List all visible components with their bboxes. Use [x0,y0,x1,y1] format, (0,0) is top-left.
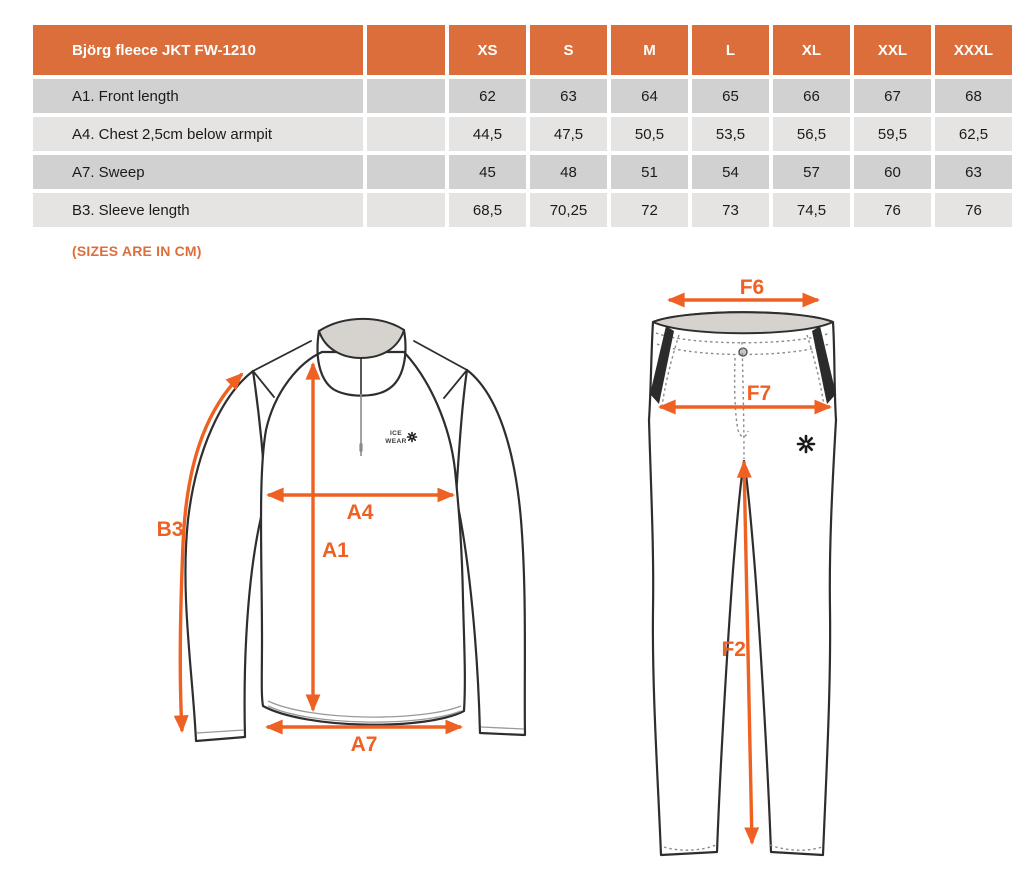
a7-label: A7 [350,733,378,756]
cell-value: 56,5 [773,117,850,151]
cell-value: 76 [854,193,931,227]
size-header-m: M [611,25,688,75]
logo-text-line1: ICE [389,430,403,437]
cell-value: 70,25 [530,193,607,227]
cell-value: 60 [854,155,931,189]
cell-value: 73 [692,193,769,227]
jacket-diagram [150,290,550,770]
size-header-l: L [692,25,769,75]
snowflake-icon [408,433,417,442]
cell-value: 51 [611,155,688,189]
jacket-body [261,352,465,725]
size-table [33,25,1012,231]
a4-label: A4 [346,501,374,524]
product-title: Björg fleece JKT FW-1210 [33,25,363,75]
sizes-unit-note: (SIZES ARE IN CM) [72,243,202,259]
cell-value: 62 [449,79,526,113]
pants-body [649,312,836,855]
cell-value: 68 [935,79,1012,113]
cell-value: 47,5 [530,117,607,151]
blank-header-cell [367,25,445,75]
table-row [33,117,1012,151]
row-label: A4. Chest 2,5cm below armpit [33,117,363,151]
blank-cell [367,155,445,189]
f7-label: F7 [746,382,772,405]
cell-value: 45 [449,155,526,189]
blank-cell [367,117,445,151]
pants-diagram [625,278,870,878]
row-label: B3. Sleeve length [33,193,363,227]
cell-value: 48 [530,155,607,189]
table-row [33,79,1012,113]
cell-value: 66 [773,79,850,113]
size-header-xl: XL [773,25,850,75]
cell-value: 74,5 [773,193,850,227]
f2-label: F2 [721,638,746,661]
cell-value: 53,5 [692,117,769,151]
snowflake-icon [798,436,814,452]
cell-value: 57 [773,155,850,189]
blank-cell [367,79,445,113]
cell-value: 44,5 [449,117,526,151]
cell-value: 67 [854,79,931,113]
blank-cell [367,193,445,227]
size-header-s: S [530,25,607,75]
cell-value: 72 [611,193,688,227]
cell-value: 59,5 [854,117,931,151]
cell-value: 54 [692,155,769,189]
size-header-xs: XS [449,25,526,75]
jacket-zipper-pull [359,443,362,452]
jacket-right-sleeve [456,370,525,735]
table-row [33,155,1012,189]
cell-value: 65 [692,79,769,113]
cell-value: 63 [530,79,607,113]
b3-label: B3 [156,518,184,541]
cell-value: 63 [935,155,1012,189]
cell-value: 68,5 [449,193,526,227]
cell-value: 62,5 [935,117,1012,151]
row-label: A1. Front length [33,79,363,113]
cell-value: 76 [935,193,1012,227]
size-header-xxxl: XXXL [935,25,1012,75]
table-header-row [33,25,1012,75]
table-row [33,193,1012,227]
jacket-left-sleeve [185,371,266,741]
f6-label: F6 [739,278,765,299]
cell-value: 50,5 [611,117,688,151]
row-label: A7. Sweep [33,155,363,189]
logo-text-line2: WEAR [385,438,407,445]
size-header-xxl: XXL [854,25,931,75]
a1-label: A1 [322,539,349,562]
cell-value: 64 [611,79,688,113]
